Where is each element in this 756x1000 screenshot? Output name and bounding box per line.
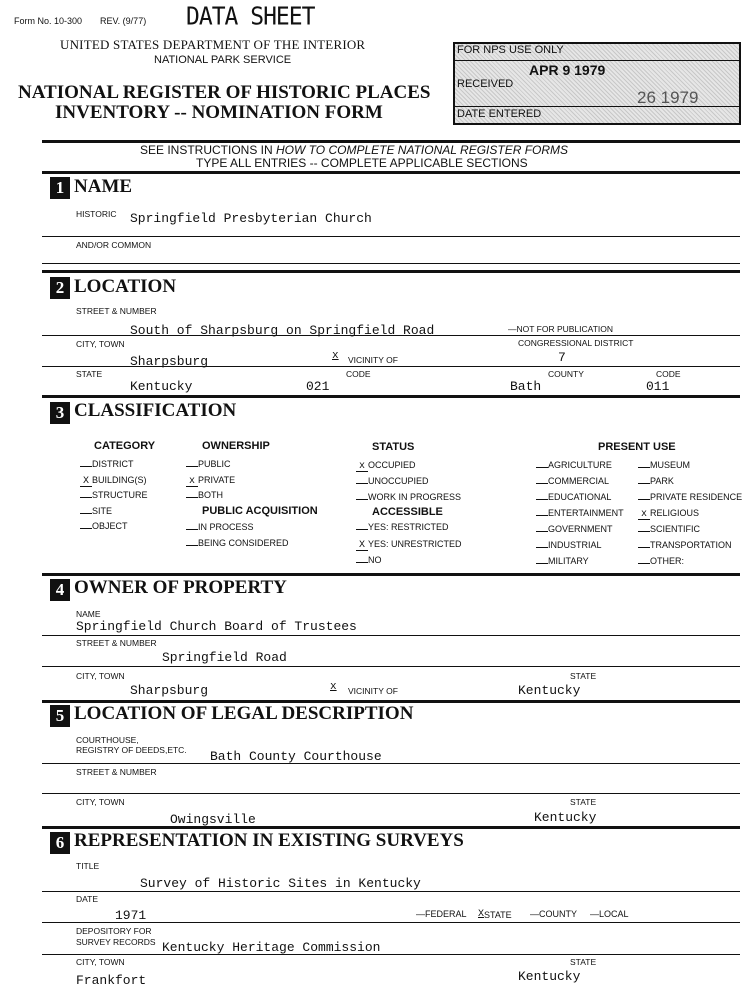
city-town-label: CITY, TOWN bbox=[76, 339, 125, 349]
owner-street-field[interactable]: Springfield Road bbox=[162, 650, 287, 665]
form-title-line2: INVENTORY -- NOMINATION FORM bbox=[55, 102, 383, 123]
section-3-title: CLASSIFICATION bbox=[74, 400, 237, 421]
option-checkbox[interactable] bbox=[638, 563, 650, 564]
option-military[interactable] bbox=[536, 556, 589, 566]
option-checkbox[interactable]: x bbox=[638, 510, 650, 520]
option-object[interactable] bbox=[80, 521, 128, 531]
option-structure[interactable] bbox=[80, 490, 148, 500]
option-checkbox[interactable] bbox=[80, 513, 92, 514]
depository-state-field[interactable]: Kentucky bbox=[518, 969, 581, 984]
county-option[interactable]: —COUNTY bbox=[530, 909, 577, 919]
survey-title-label: TITLE bbox=[76, 861, 100, 871]
option-no[interactable] bbox=[356, 555, 382, 565]
option-agriculture[interactable] bbox=[536, 460, 612, 470]
public-acquisition-heading: PUBLIC ACQUISITION bbox=[202, 505, 318, 517]
option-private[interactable] bbox=[186, 475, 235, 487]
location-state-field[interactable]: Kentucky bbox=[130, 379, 193, 394]
option-label: SCIENTIFIC bbox=[650, 524, 701, 534]
option-label: PARK bbox=[650, 476, 674, 486]
option-checkbox[interactable]: x bbox=[356, 462, 368, 472]
option-occupied[interactable] bbox=[356, 460, 416, 472]
option-label: EDUCATIONAL bbox=[548, 492, 612, 502]
option-label: GOVERNMENT bbox=[548, 524, 613, 534]
received-label: RECEIVED bbox=[457, 78, 514, 90]
section-4-title: OWNER OF PROPERTY bbox=[74, 577, 287, 598]
vicinity-label: VICINITY OF bbox=[348, 355, 398, 365]
county-field[interactable]: Bath bbox=[510, 379, 542, 394]
nps-use-label: FOR NPS USE ONLY bbox=[457, 44, 564, 56]
option-checkbox[interactable] bbox=[536, 563, 548, 564]
option-checkbox[interactable] bbox=[536, 499, 548, 500]
owner-street-label: STREET & NUMBER bbox=[76, 638, 157, 648]
form-number: Form No. 10-300 bbox=[14, 16, 83, 26]
state-label: STATE bbox=[76, 369, 103, 379]
survey-date-label: DATE bbox=[76, 894, 99, 904]
section-5-number: 5 bbox=[50, 705, 70, 727]
option-both[interactable] bbox=[186, 490, 223, 500]
section-1-number: 1 bbox=[50, 177, 70, 199]
legal-state-label: STATE bbox=[570, 797, 597, 807]
section-5-title: LOCATION OF LEGAL DESCRIPTION bbox=[74, 703, 414, 724]
option-private-residence[interactable] bbox=[638, 492, 742, 502]
option-yes-restricted[interactable] bbox=[356, 522, 449, 532]
owner-city-label: CITY, TOWN bbox=[76, 671, 125, 681]
option-label: ENTERTAINMENT bbox=[548, 508, 624, 518]
historic-name-field[interactable]: Springfield Presbyterian Church bbox=[130, 211, 372, 226]
option-label: OBJECT bbox=[92, 521, 128, 531]
department-line: UNITED STATES DEPARTMENT OF THE INTERIOR bbox=[60, 37, 366, 52]
option-label: PUBLIC bbox=[198, 459, 231, 469]
option-label: PRIVATE bbox=[198, 474, 236, 485]
option-label: AGRICULTURE bbox=[548, 460, 612, 470]
owner-name-label: NAME bbox=[76, 609, 101, 619]
option-label: TRANSPORTATION bbox=[650, 540, 732, 550]
status-heading: STATUS bbox=[372, 441, 415, 453]
option-government[interactable] bbox=[536, 524, 613, 534]
present-use-heading: PRESENT USE bbox=[598, 441, 676, 453]
state-option[interactable]: XSTATE bbox=[478, 909, 512, 920]
option-checkbox[interactable] bbox=[186, 529, 198, 530]
option-district[interactable] bbox=[80, 459, 134, 469]
owner-vicinity-label: VICINITY OF bbox=[348, 686, 398, 696]
congressional-district-label: CONGRESSIONAL DISTRICT bbox=[518, 338, 634, 348]
state-code-label: CODE bbox=[346, 369, 371, 379]
option-checkbox[interactable]: X bbox=[356, 541, 368, 551]
option-building-s[interactable] bbox=[80, 475, 147, 487]
option-checkbox[interactable] bbox=[80, 528, 92, 529]
section-1-title: NAME bbox=[74, 176, 133, 197]
option-checkbox[interactable] bbox=[638, 547, 650, 548]
historic-label: HISTORIC bbox=[76, 209, 117, 219]
option-museum[interactable] bbox=[638, 460, 690, 470]
depository-state-label: STATE bbox=[570, 957, 597, 967]
option-label: DISTRICT bbox=[92, 459, 134, 469]
legal-city-label: CITY, TOWN bbox=[76, 797, 125, 807]
option-checkbox[interactable] bbox=[80, 497, 92, 498]
section-4-number: 4 bbox=[50, 579, 70, 601]
option-label: PRIVATE RESIDENCE bbox=[650, 492, 743, 502]
option-label: RELIGIOUS bbox=[650, 508, 700, 518]
depository-label: DEPOSITORY FOR bbox=[76, 926, 152, 936]
congressional-district-field[interactable]: 7 bbox=[558, 350, 566, 365]
option-commercial[interactable] bbox=[536, 476, 609, 486]
form-title-line1: NATIONAL REGISTER OF HISTORIC PLACES bbox=[18, 82, 431, 103]
option-checkbox[interactable] bbox=[186, 545, 198, 546]
depository-field[interactable]: Kentucky Heritage Commission bbox=[162, 940, 381, 955]
option-label: OTHER: bbox=[650, 556, 685, 566]
option-checkbox[interactable] bbox=[536, 531, 548, 532]
option-label: MILITARY bbox=[548, 556, 589, 566]
survey-records-label: SURVEY RECORDS bbox=[76, 937, 156, 947]
owner-name-field[interactable]: Springfield Church Board of Trustees bbox=[76, 619, 357, 634]
street-number-label: STREET & NUMBER bbox=[76, 306, 157, 316]
legal-city-field[interactable]: Owingsville bbox=[170, 812, 256, 827]
county-label: COUNTY bbox=[548, 369, 584, 379]
local-option[interactable]: —LOCAL bbox=[590, 909, 629, 919]
category-heading: CATEGORY bbox=[94, 440, 156, 452]
owner-vicinity-checkbox[interactable]: x bbox=[330, 681, 337, 693]
accessible-heading: ACCESSIBLE bbox=[372, 506, 443, 518]
option-yes-unrestricted[interactable] bbox=[356, 539, 462, 551]
option-checkbox[interactable] bbox=[536, 547, 548, 548]
option-checkbox[interactable] bbox=[638, 499, 650, 500]
option-checkbox[interactable] bbox=[536, 483, 548, 484]
option-work-in-progress[interactable] bbox=[356, 492, 461, 502]
option-industrial[interactable] bbox=[536, 540, 602, 550]
option-in-process[interactable] bbox=[186, 522, 254, 532]
received-stamp: APR 9 1979 bbox=[529, 62, 606, 78]
service-line: NATIONAL PARK SERVICE bbox=[154, 54, 292, 66]
option-label: IN PROCESS bbox=[198, 522, 254, 532]
option-checkbox[interactable] bbox=[186, 497, 198, 498]
depository-city-label: CITY, TOWN bbox=[76, 957, 125, 967]
legal-street-label: STREET & NUMBER bbox=[76, 767, 157, 777]
location-city-field[interactable]: Sharpsburg bbox=[130, 354, 209, 369]
depository-city-field[interactable]: Frankfort bbox=[76, 973, 147, 988]
option-checkbox[interactable]: X bbox=[80, 477, 92, 487]
option-checkbox[interactable] bbox=[356, 499, 368, 500]
option-unoccupied[interactable] bbox=[356, 476, 429, 486]
legal-state-field[interactable]: Kentucky bbox=[534, 810, 597, 825]
option-label: STRUCTURE bbox=[92, 490, 148, 500]
registry-label: REGISTRY OF DEEDS,ETC. bbox=[76, 745, 187, 755]
data-sheet-stamp: DATA SHEET bbox=[186, 2, 315, 32]
option-educational[interactable] bbox=[536, 492, 611, 502]
option-label: SITE bbox=[92, 505, 113, 516]
courthouse-label: COURTHOUSE, bbox=[76, 735, 139, 745]
form-revision: REV. (9/77) bbox=[100, 16, 147, 26]
state-code-field[interactable]: 021 bbox=[306, 379, 330, 394]
option-checkbox[interactable] bbox=[356, 483, 368, 484]
instructions-line1: SEE INSTRUCTIONS IN HOW TO COMPLETE NATIONAL REGISTER FORMS bbox=[140, 143, 569, 157]
option-checkbox[interactable] bbox=[356, 529, 368, 530]
option-label: YES: UNRESTRICTED bbox=[368, 538, 462, 549]
option-label: UNOCCUPIED bbox=[368, 476, 429, 486]
section-6-title: REPRESENTATION IN EXISTING SURVEYS bbox=[74, 830, 464, 851]
option-label: BEING CONSIDERED bbox=[198, 538, 289, 548]
option-label: NO bbox=[368, 555, 382, 565]
survey-title-field[interactable]: Survey of Historic Sites in Kentucky bbox=[140, 876, 421, 891]
common-name-label: AND/OR COMMON bbox=[76, 240, 152, 250]
section-2-number: 2 bbox=[50, 277, 70, 299]
not-for-publication-label: —NOT FOR PUBLICATION bbox=[508, 324, 614, 334]
option-checkbox[interactable] bbox=[536, 515, 548, 516]
option-checkbox[interactable] bbox=[536, 467, 548, 468]
option-park[interactable] bbox=[638, 476, 674, 486]
owner-state-label: STATE bbox=[570, 671, 597, 681]
section-3-number: 3 bbox=[50, 402, 70, 424]
county-code-field[interactable]: 011 bbox=[646, 379, 670, 394]
owner-city-field[interactable]: Sharpsburg bbox=[130, 683, 209, 698]
option-label: MUSEUM bbox=[650, 460, 690, 470]
option-being-considered[interactable] bbox=[186, 538, 289, 548]
option-checkbox[interactable] bbox=[186, 466, 198, 467]
option-transportation[interactable] bbox=[638, 540, 732, 550]
option-checkbox[interactable] bbox=[356, 562, 368, 563]
instructions-line2: TYPE ALL ENTRIES -- COMPLETE APPLICABLE SECTIONS bbox=[196, 156, 528, 170]
option-scientific[interactable] bbox=[638, 524, 700, 534]
option-checkbox[interactable] bbox=[80, 466, 92, 467]
option-checkbox[interactable] bbox=[638, 531, 650, 532]
survey-date-field[interactable]: 1971 bbox=[115, 908, 147, 923]
courthouse-field[interactable]: Bath County Courthouse bbox=[210, 749, 382, 764]
option-entertainment[interactable] bbox=[536, 508, 624, 518]
option-checkbox[interactable]: x bbox=[186, 477, 198, 487]
ownership-heading: OWNERSHIP bbox=[202, 440, 270, 452]
owner-state-field[interactable]: Kentucky bbox=[518, 683, 581, 698]
option-other[interactable] bbox=[638, 556, 684, 566]
option-label: INDUSTRIAL bbox=[548, 540, 602, 550]
section-2-title: LOCATION bbox=[74, 276, 177, 297]
nps-use-box bbox=[453, 42, 741, 125]
vicinity-checkbox[interactable]: x bbox=[332, 350, 339, 362]
entered-stamp: 26 1979 bbox=[637, 88, 699, 107]
date-entered-label: DATE ENTERED bbox=[457, 108, 542, 120]
option-label: OCCUPIED bbox=[368, 460, 416, 470]
option-label: YES: RESTRICTED bbox=[368, 522, 449, 532]
option-label: BOTH bbox=[198, 490, 224, 500]
federal-option[interactable]: —FEDERAL bbox=[416, 909, 467, 919]
option-public[interactable] bbox=[186, 459, 231, 469]
option-checkbox[interactable] bbox=[638, 467, 650, 468]
section-6-number: 6 bbox=[50, 832, 70, 854]
option-label: BUILDING(S) bbox=[92, 474, 147, 485]
location-street-field[interactable]: South of Sharpsburg on Springfield Road bbox=[130, 323, 435, 338]
option-label: COMMERCIAL bbox=[548, 476, 610, 486]
option-religious[interactable] bbox=[638, 508, 699, 520]
option-site[interactable] bbox=[80, 506, 112, 516]
county-code-label: CODE bbox=[656, 369, 681, 379]
option-label: WORK IN PROGRESS bbox=[368, 492, 462, 502]
option-checkbox[interactable] bbox=[638, 483, 650, 484]
